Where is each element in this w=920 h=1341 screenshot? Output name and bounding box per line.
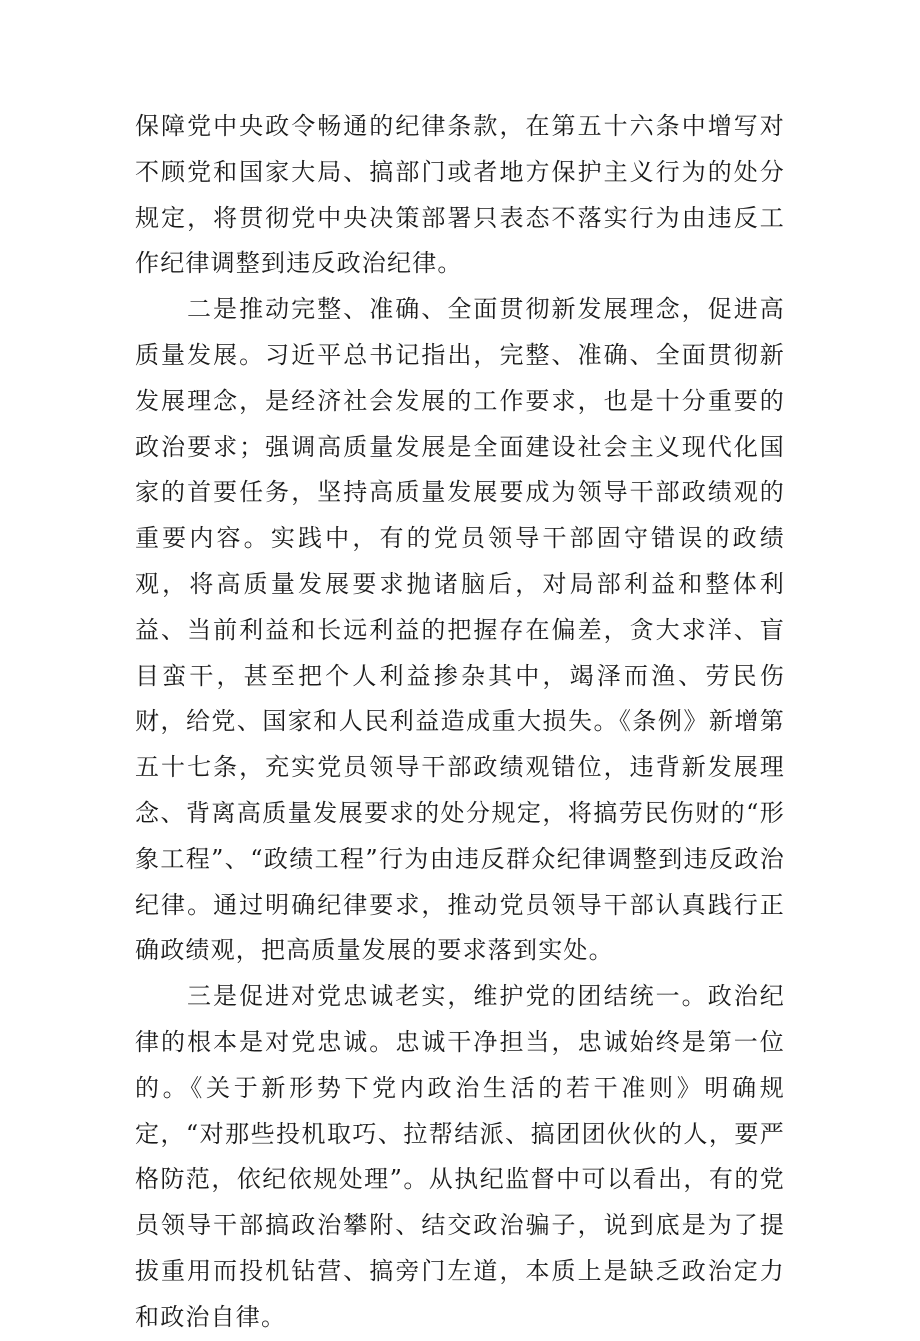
paragraph-continuation: 保障党中央政令畅通的纪律条款，在第五十六条中增写对不顾党和国家大局、搞部门或者地方保护主义行为的处分规定，将贯彻党中央决策部署只表态不落实行为由违反工作纪律调整到违反政治纪律。 — [135, 112, 785, 278]
paragraph-two: 二是推动完整、准确、全面贯彻新发展理念，促进高质量发展。习近平总书记指出，完整、准确、全面贯彻新发展理念，是经济社会发展的工作要求，也是十分重要的政治要求；强调高质量发展是全面建设社会主义现代化国家的首要任务，坚持高质量发展要成为领导干部政绩观的重要内容。实践中，有的党员领导干部固守错误的政绩观，将高质量发展要求抛诸脑后，对局部利益和整体利益、当前利益和长远利益的把握存在偏差，贪大求洋、盲目蛮干，甚至把个人利益掺杂其中，竭泽而渔、劳民伤财，给党、国家和人民利益造成重大损失。《条例》新增第五十七条，充实党员领导干部政绩观错位，违背新发展理念、背离高质量发展要求的处分规定，将搞劳民伤财的“形象工程”、“政绩工程”行为由违反群众纪律调整到违反政治纪律。通过明确纪律要求，推动党员领导干部认真践行正确政绩观，把高质量发展的要求落到实处。 — [135, 295, 785, 965]
paragraph-three: 三是促进对党忠诚老实，维护党的团结统一。政治纪律的根本是对党忠诚。忠诚干净担当，忠诚始终是第一位的。《关于新形势下党内政治生活的若干准则》明确规定，“对那些投机取巧、拉帮结派、搞团团伙伙的人，要严格防范，依纪依规处理”。从执纪监督中可以看出，有的党员领导干部搞政治攀附、结交政治骗子，说到底是为了提拔重用而投机钻营、搞旁门左道，本质上是缺乏政治定力和政治自律。 — [135, 982, 785, 1331]
body-text — [135, 104, 785, 1341]
